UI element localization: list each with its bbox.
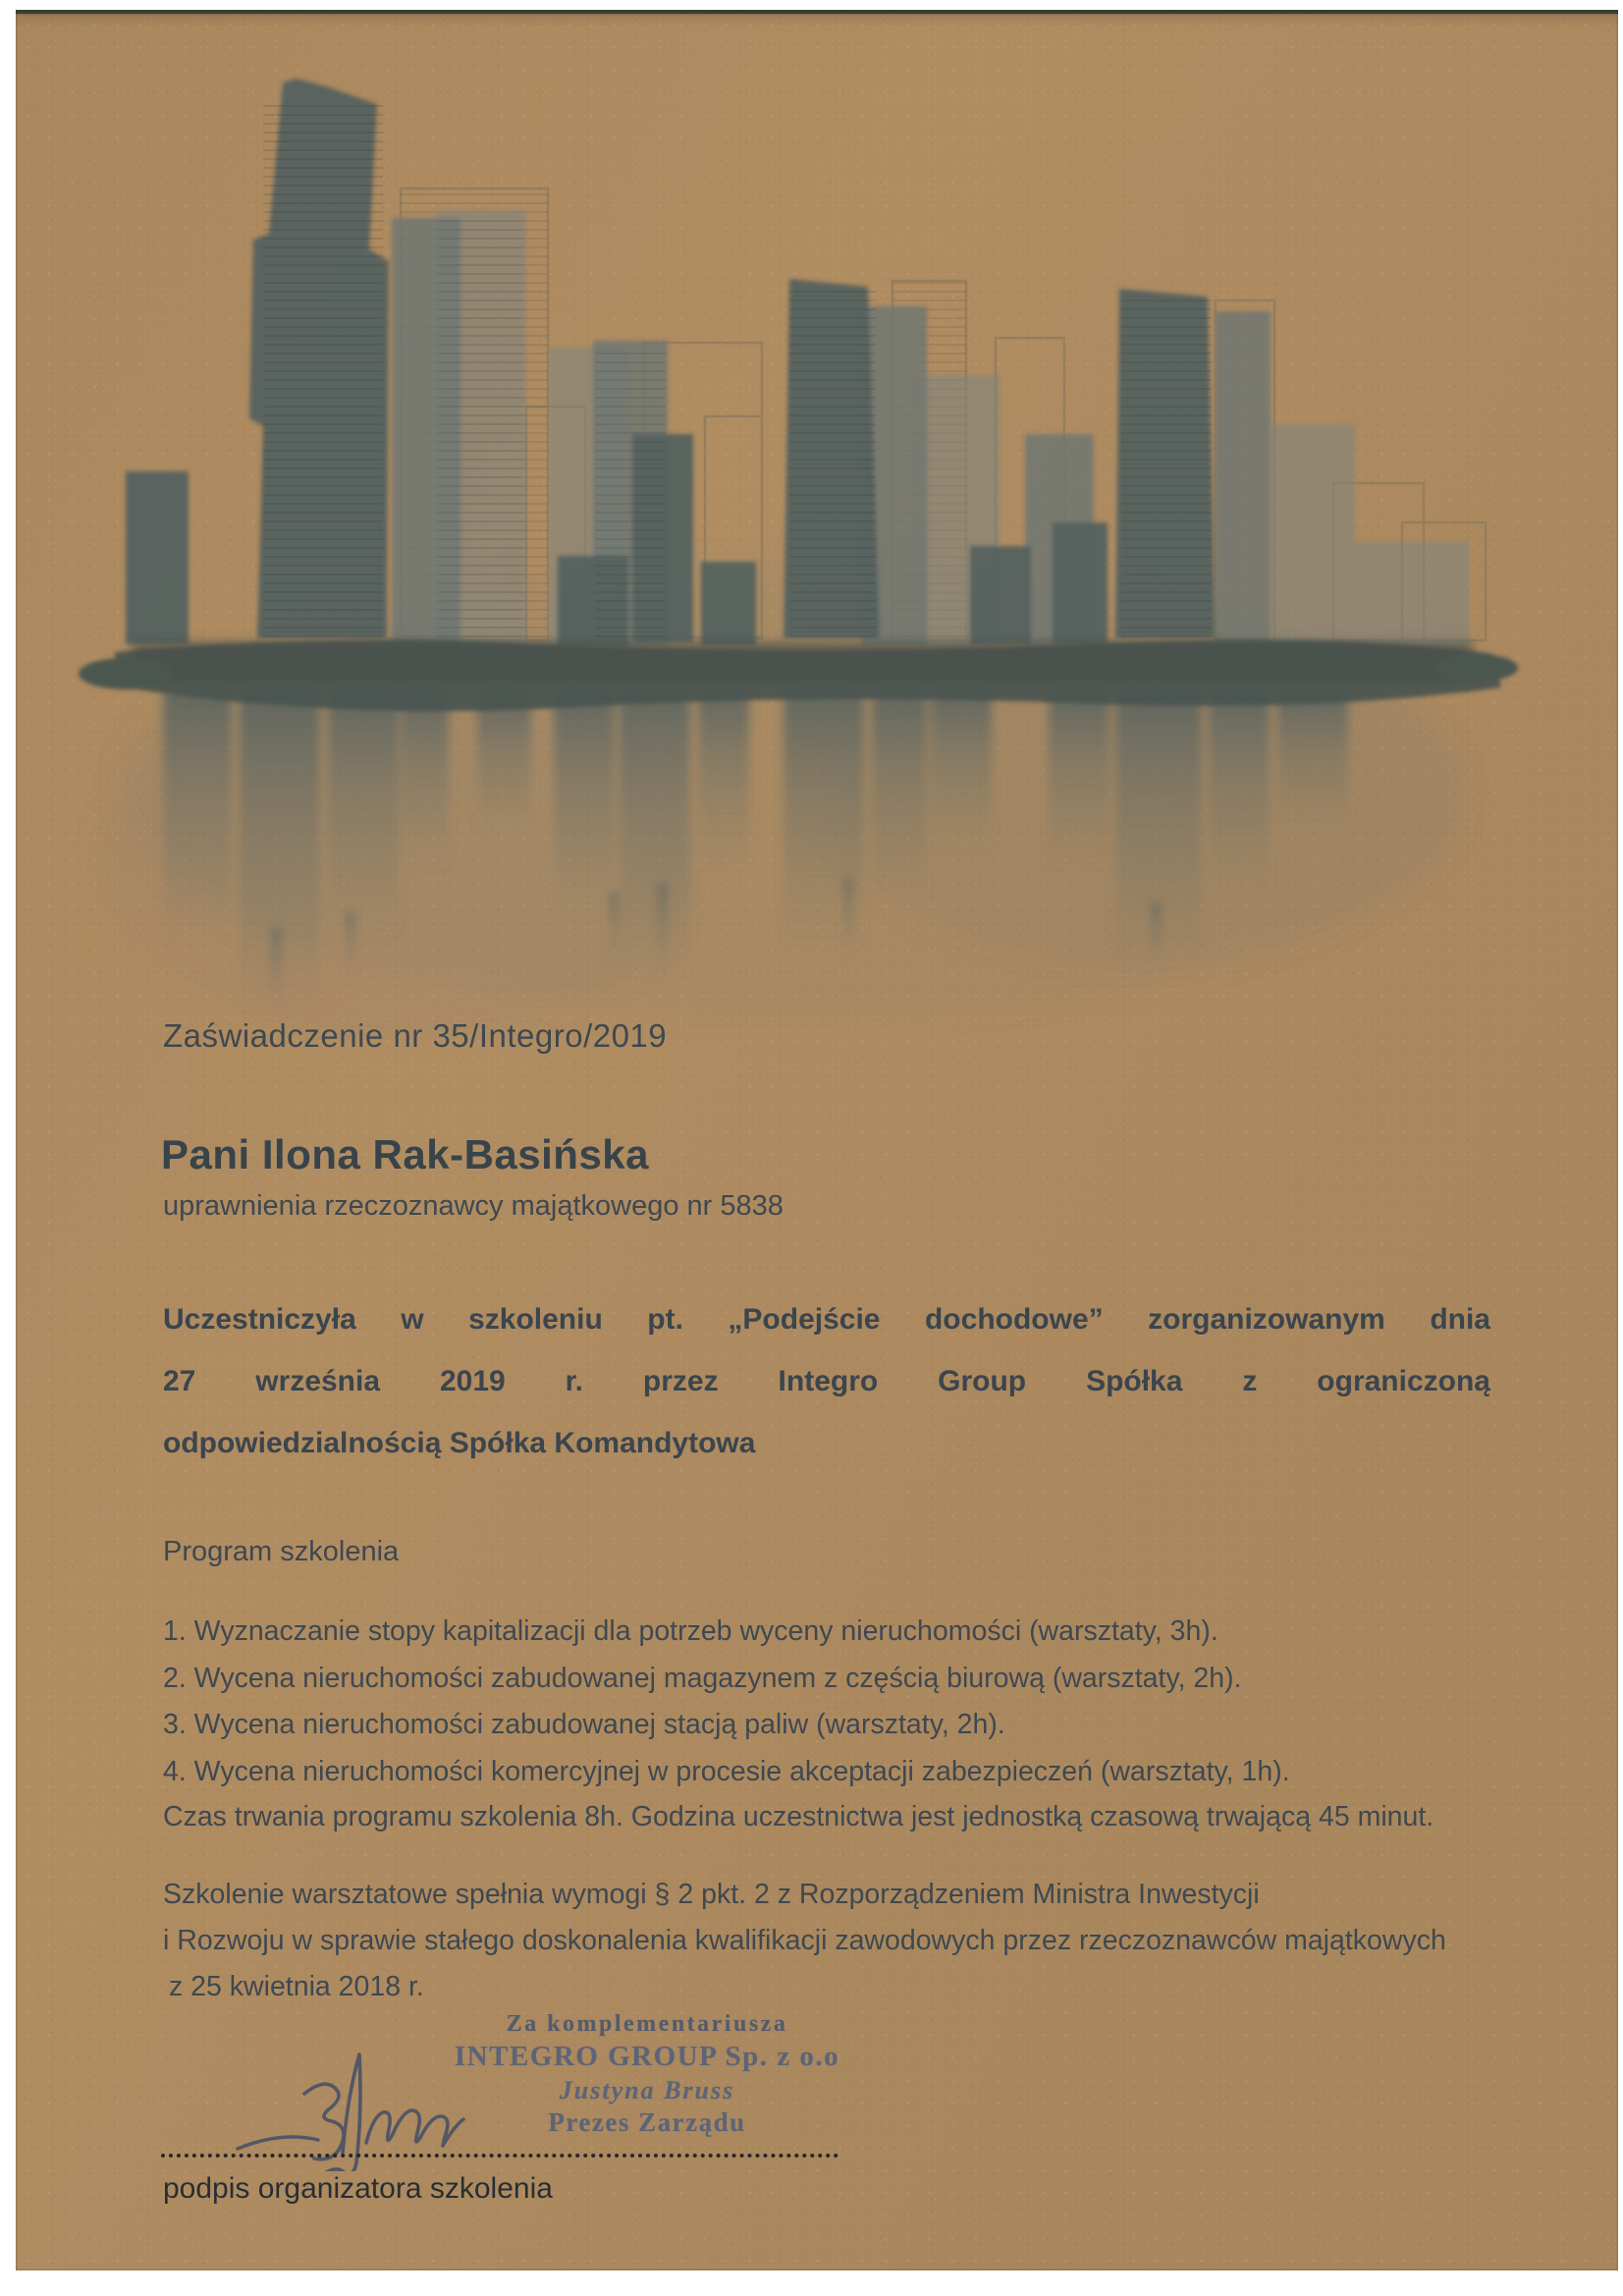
legal-note-line-2: i Rozwoju w sprawie stałego doskonalenia kwalifikacji zawodowych przez rzeczoznawców majątkowych [163, 1925, 1446, 1956]
stamp-line-title: Prezes Zarządu [548, 2107, 746, 2137]
duration-note: Czas trwania programu szkolenia 8h. Godzina uczestnictwa jest jednostką czasową trwającą 45 minut. [163, 1801, 1434, 1832]
program-list [163, 1609, 1518, 1795]
recipient-credentials: uprawnienia rzeczoznawcy majątkowego nr 5838 [163, 1190, 784, 1222]
participation-paragraph [163, 1288, 1490, 1474]
legal-note-line-3: z 25 kwietnia 2018 r. [169, 1971, 424, 2002]
program-item: 1. Wyznaczanie stopy kapitalizacji dla potrzeb wyceny nieruchomości (warsztaty, 3h). [163, 1615, 1218, 1647]
company-stamp [436, 2011, 858, 2138]
program-item: 3. Wycena nieruchomości zabudowanej stacją paliw (warsztaty, 2h). [163, 1709, 1005, 1740]
program-item: 2. Wycena nieruchomości zabudowanej magazynem z częścią biurową (warsztaty, 2h). [163, 1662, 1242, 1694]
signature-caption: podpis organizatora szkolenia [163, 2172, 553, 2205]
legal-note [163, 1872, 1557, 2010]
stamp-line-representation: Za komplementariusza [506, 2011, 788, 2037]
participation-line-3: odpowiedzialnością Spółka Komandytowa [163, 1427, 756, 1459]
city-skyline-artwork [16, 14, 1618, 1040]
legal-note-line-1: Szkolenie warsztatowe spełnia wymogi § 2 pkt. 2 z Rozporządzeniem Ministra Inwestycji [163, 1879, 1260, 1910]
program-heading: Program szkolenia [163, 1536, 400, 1567]
stamp-line-company: INTEGRO GROUP Sp. z o.o [454, 2041, 840, 2072]
handwritten-signature [224, 2039, 489, 2171]
participation-line-1: Uczestniczyła w szkoleniu pt. „Podejście dochodowe” zorganizowanym dnia [163, 1303, 1490, 1336]
program-item: 4. Wycena nieruchomości komercyjnej w procesie akceptacji zabezpieczeń (warsztaty, 1h). [163, 1755, 1290, 1787]
stamp-line-person: Justyna Bruss [559, 2076, 735, 2105]
recipient-name: Pani Ilona Rak-Basińska [161, 1131, 650, 1177]
certificate-page [16, 10, 1618, 2270]
participation-line-2: 27 września 2019 r. przez Integro Group Spółka z ograniczoną [163, 1365, 1490, 1397]
signature-line [161, 2154, 839, 2158]
certificate-number: Zaświadczenie nr 35/Integro/2019 [163, 1017, 668, 1054]
